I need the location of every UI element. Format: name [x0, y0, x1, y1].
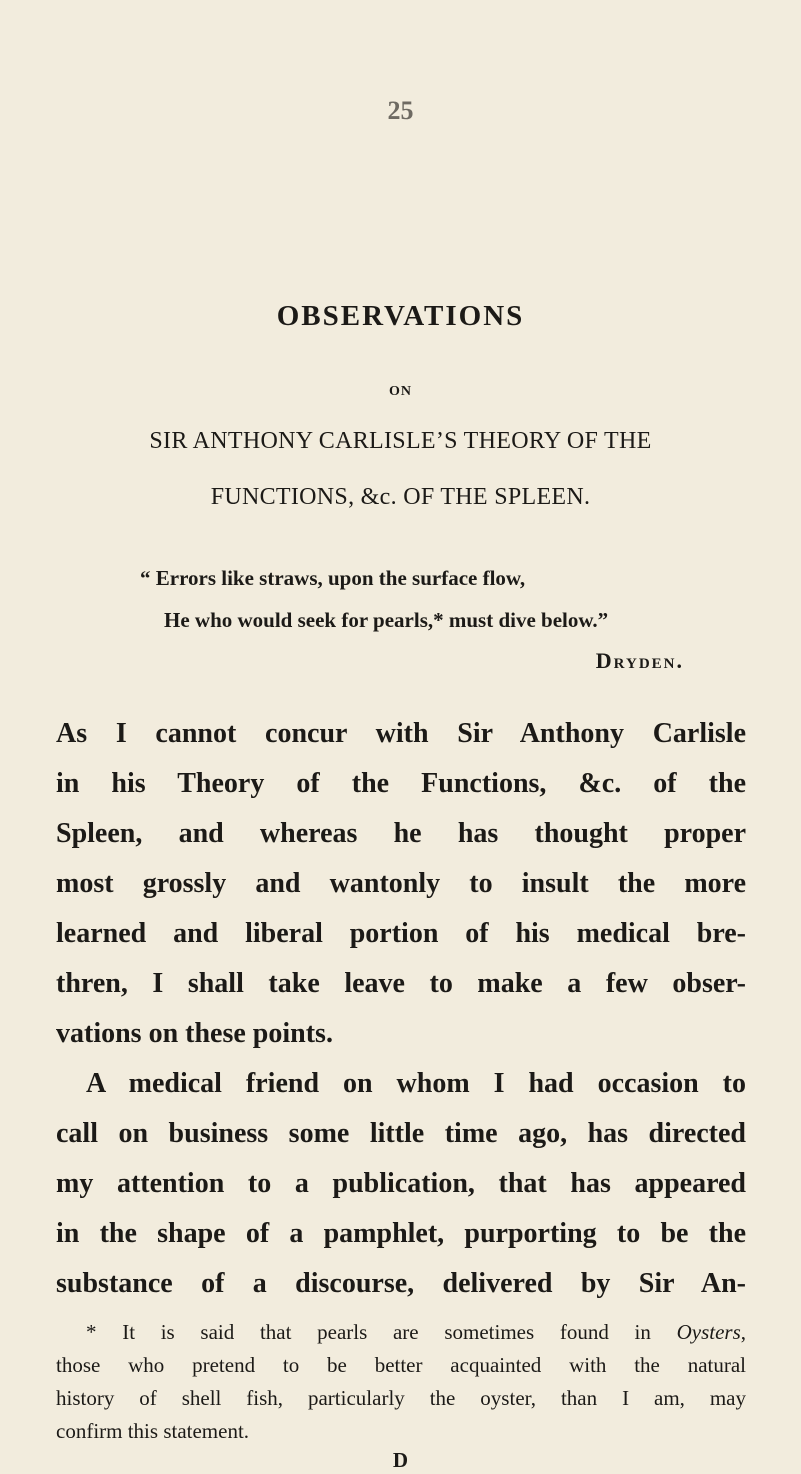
signature-mark: D	[392, 1448, 409, 1472]
body-line: in his Theory of the Functions, &c. of the	[56, 768, 746, 799]
body-line: in the shape of a pamphlet, purporting to be the	[56, 1218, 746, 1249]
subtitle-line-1: SIR ANTHONY CARLISLE’S THEORY OF THE	[149, 428, 652, 454]
footnote-italic: Oysters	[676, 1320, 741, 1344]
body-line: call on business some little time ago, has directed	[56, 1118, 746, 1149]
body-line: Spleen, and whereas he has thought proper	[56, 818, 746, 849]
body-line: thren, I shall take leave to make a few obser-	[56, 968, 746, 999]
subtitle-line-2: FUNCTIONS, &c. OF THE SPLEEN.	[210, 484, 591, 510]
epigraph-line-2: He who would seek for pearls,* must dive below.”	[164, 608, 609, 632]
body-line: A medical friend on whom I had occasion to	[86, 1068, 746, 1099]
body-line: learned and liberal portion of his medical bre-	[56, 918, 746, 949]
footnote-text: * It is said that pearls are sometimes found in	[86, 1320, 677, 1344]
body-line: my attention to a publication, that has appeared	[56, 1168, 746, 1199]
footnote-line: confirm this statement.	[56, 1419, 250, 1443]
title-connector: ON	[389, 384, 412, 399]
epigraph-line-1: “ Errors like straws, upon the surface flow,	[140, 566, 526, 590]
body-line: substance of a discourse, delivered by Sir An-	[56, 1268, 746, 1299]
body-line: As I cannot concur with Sir Anthony Carlisle	[56, 718, 746, 749]
footnote-line: those who pretend to be better acquainted with the natural	[56, 1353, 746, 1377]
body-line: most grossly and wantonly to insult the more	[56, 868, 746, 899]
page-number: 25	[387, 96, 414, 125]
body-line: vations on these points.	[56, 1018, 333, 1049]
page-title: OBSERVATIONS	[276, 300, 525, 332]
footnote-line: history of shell fish, particularly the oyster, than I am, may	[56, 1386, 746, 1410]
footnote-line-1	[86, 1320, 746, 1345]
footnote-punct: ,	[740, 1320, 746, 1344]
epigraph-attribution: Dryden.	[595, 648, 684, 673]
